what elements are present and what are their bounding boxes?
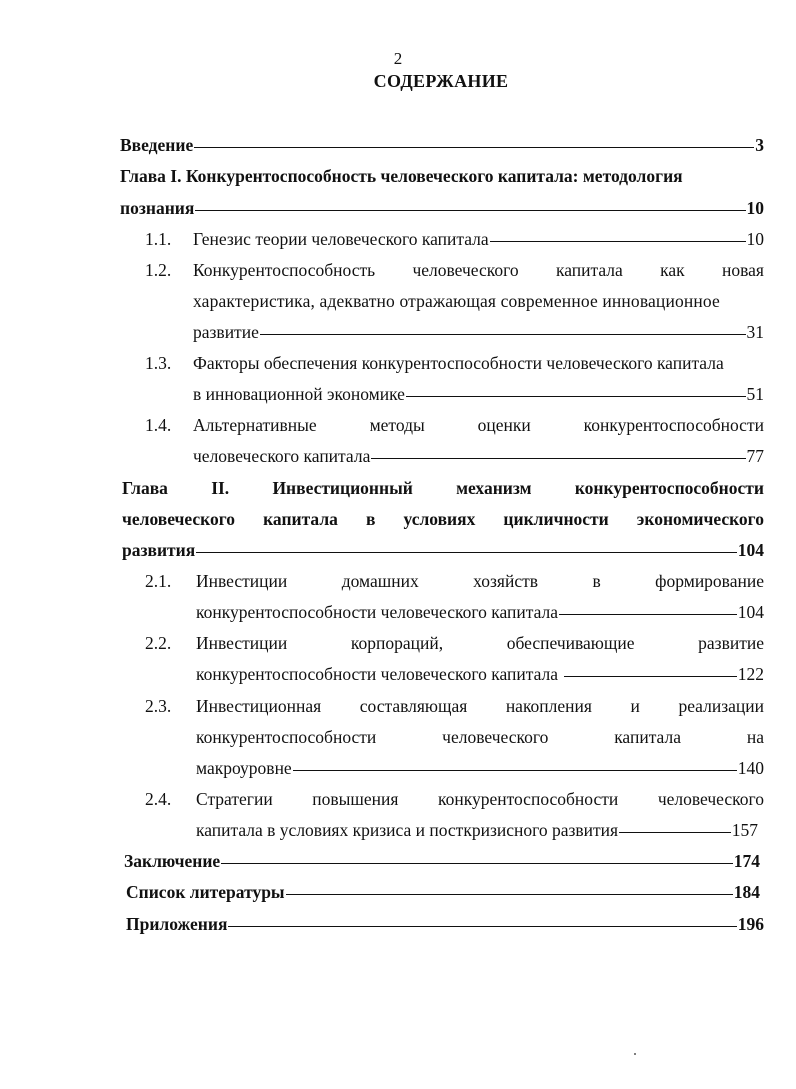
- toc-page: 104: [737, 540, 764, 560]
- word: повышения: [312, 789, 399, 809]
- word: оценки: [477, 415, 531, 435]
- section-number: 2.2.: [145, 633, 172, 653]
- toc-page: 104: [737, 602, 764, 622]
- leader-line: [371, 458, 745, 459]
- toc-entry-1-1[interactable]: [193, 228, 764, 250]
- toc-label: Генезис теории человеческого капитала: [193, 229, 489, 249]
- scan-speck: [634, 1053, 636, 1055]
- word: формирование: [655, 571, 764, 591]
- word: Стратегии: [196, 789, 273, 809]
- word: человеческого: [412, 260, 519, 280]
- leader-line: [196, 552, 737, 553]
- word: методы: [369, 415, 425, 435]
- toc-entry-chapter-2[interactable]: [122, 539, 764, 561]
- toc-page: 31: [746, 322, 764, 342]
- word: Глава: [122, 478, 168, 498]
- word: новая: [722, 260, 764, 280]
- chapter-1-title[interactable]: Глава I. Конкурентоспособность человеческого капитала: методология: [120, 166, 683, 186]
- word: капитала: [263, 509, 338, 529]
- word: условиях: [403, 509, 476, 529]
- toc-entry-2-2-line-2[interactable]: [196, 663, 764, 685]
- toc-entry-2-3-line-2[interactable]: [196, 726, 764, 748]
- toc-label: Приложения: [126, 914, 228, 934]
- section-number: 2.4.: [145, 789, 172, 809]
- toc-label: Заключение: [124, 851, 221, 871]
- word: механизм: [456, 478, 532, 498]
- leader-line: [619, 832, 731, 833]
- toc-label: Введение: [120, 135, 194, 155]
- toc-page: 51: [746, 384, 764, 404]
- word: конкурентоспособности: [583, 415, 764, 435]
- toc-entry-2-3-line-3[interactable]: [196, 757, 764, 779]
- toc-label: капитала в условиях кризиса и посткризисного развития: [196, 820, 619, 840]
- word: человеческого: [122, 509, 236, 529]
- word: реализации: [678, 696, 764, 716]
- word: на: [746, 727, 764, 747]
- section-number: 1.2.: [145, 260, 172, 280]
- word: составляющая: [359, 696, 468, 716]
- toc-label: развития: [122, 540, 196, 560]
- toc-label: в инновационной экономике: [193, 384, 405, 404]
- leader-line: [228, 926, 736, 927]
- toc-page: 10: [746, 198, 764, 218]
- page-number: 2: [393, 49, 403, 68]
- toc-entry-1-3-line-2[interactable]: [193, 383, 764, 405]
- toc-label: развитие: [193, 322, 259, 342]
- word: Альтернативные: [193, 415, 317, 435]
- toc-entry-1-4-line-2[interactable]: [193, 445, 764, 467]
- toc-entry-1-2-line-2[interactable]: характеристика, адекватно отражающая современное инновационное: [193, 291, 720, 311]
- word: Инвестиции: [196, 571, 288, 591]
- word: Инвестиционная: [196, 696, 322, 716]
- toc-page: 157: [731, 820, 758, 840]
- word: конкурентоспособности: [437, 789, 619, 809]
- toc-entry-1-2-line-3[interactable]: [193, 321, 764, 343]
- word: человеческого: [657, 789, 764, 809]
- page-title: СОДЕРЖАНИЕ: [373, 71, 509, 91]
- toc-entry-2-4-line-1[interactable]: [196, 788, 764, 810]
- word: Конкурентоспособность: [193, 260, 376, 280]
- toc-entry-2-1-line-1[interactable]: [196, 570, 764, 592]
- toc-page: 174: [733, 851, 760, 871]
- leader-line: [559, 614, 737, 615]
- word: в: [365, 509, 376, 529]
- word: II.: [211, 478, 230, 498]
- word: Инвестиции: [196, 633, 288, 653]
- toc-entry-2-2-line-1[interactable]: [196, 632, 764, 654]
- toc-page: 77: [746, 446, 764, 466]
- word: в: [592, 571, 601, 591]
- toc-label: познания: [120, 198, 195, 218]
- word: хозяйств: [473, 571, 538, 591]
- toc-label: конкурентоспособности человеческого капитала: [196, 664, 558, 684]
- toc-page: 140: [737, 758, 764, 778]
- toc-entry-2-3-line-1[interactable]: [196, 695, 764, 717]
- leader-line: [221, 863, 733, 864]
- leader-line: [195, 210, 745, 211]
- toc-entry-references[interactable]: [126, 881, 760, 903]
- toc-page: 122: [737, 664, 764, 684]
- toc-entry-2-1-line-2[interactable]: [196, 601, 764, 623]
- section-number: 2.3.: [145, 696, 172, 716]
- toc-page: 184: [733, 882, 760, 902]
- toc-label: макроуровне: [196, 758, 292, 778]
- leader-line: [194, 147, 754, 148]
- leader-line: [260, 334, 746, 335]
- toc-page: 10: [746, 229, 764, 249]
- toc-label: человеческого капитала: [193, 446, 371, 466]
- toc-entry-2-4-line-2[interactable]: [196, 819, 758, 841]
- chapter-2-title-line-2[interactable]: [122, 508, 764, 530]
- word: как: [660, 260, 685, 280]
- section-number: 1.3.: [145, 353, 172, 373]
- word: конкурентоспособности: [574, 478, 764, 498]
- leader-line: [564, 676, 737, 677]
- leader-line: [286, 894, 733, 895]
- toc-entry-chapter-1[interactable]: [120, 197, 764, 219]
- word: развитие: [698, 633, 764, 653]
- section-number: 1.1.: [145, 229, 172, 249]
- toc-entry-intro[interactable]: [120, 134, 764, 156]
- toc-entry-conclusion[interactable]: [124, 850, 760, 872]
- word: домашних: [341, 571, 419, 591]
- word: экономического: [636, 509, 764, 529]
- toc-label: Список литературы: [126, 882, 285, 902]
- toc-page: 3: [755, 135, 764, 155]
- leader-line: [490, 241, 746, 242]
- chapter-2-title-line-1[interactable]: [122, 477, 764, 499]
- toc-entry-1-2-line-1[interactable]: [193, 259, 764, 281]
- toc-page: 196: [737, 914, 764, 934]
- word: обеспечивающие: [506, 633, 635, 653]
- section-number: 1.4.: [145, 415, 172, 435]
- leader-line: [293, 770, 737, 771]
- word: корпораций,: [350, 633, 444, 653]
- word: конкурентоспособности: [196, 727, 377, 747]
- word: накопления: [505, 696, 592, 716]
- word: Инвестиционный: [272, 478, 413, 498]
- word: человеческого: [442, 727, 549, 747]
- toc-entry-appendices[interactable]: [126, 913, 764, 935]
- toc-label: конкурентоспособности человеческого капитала: [196, 602, 558, 622]
- word: капитала: [555, 260, 623, 280]
- word: капитала: [614, 727, 681, 747]
- section-number: 2.1.: [145, 571, 172, 591]
- toc-entry-1-3-line-1[interactable]: Факторы обеспечения конкурентоспособности человеческого капитала: [193, 353, 724, 373]
- word: цикличности: [503, 509, 609, 529]
- word: и: [630, 696, 640, 716]
- toc-entry-1-4-line-1[interactable]: [193, 414, 764, 436]
- leader-line: [406, 396, 746, 397]
